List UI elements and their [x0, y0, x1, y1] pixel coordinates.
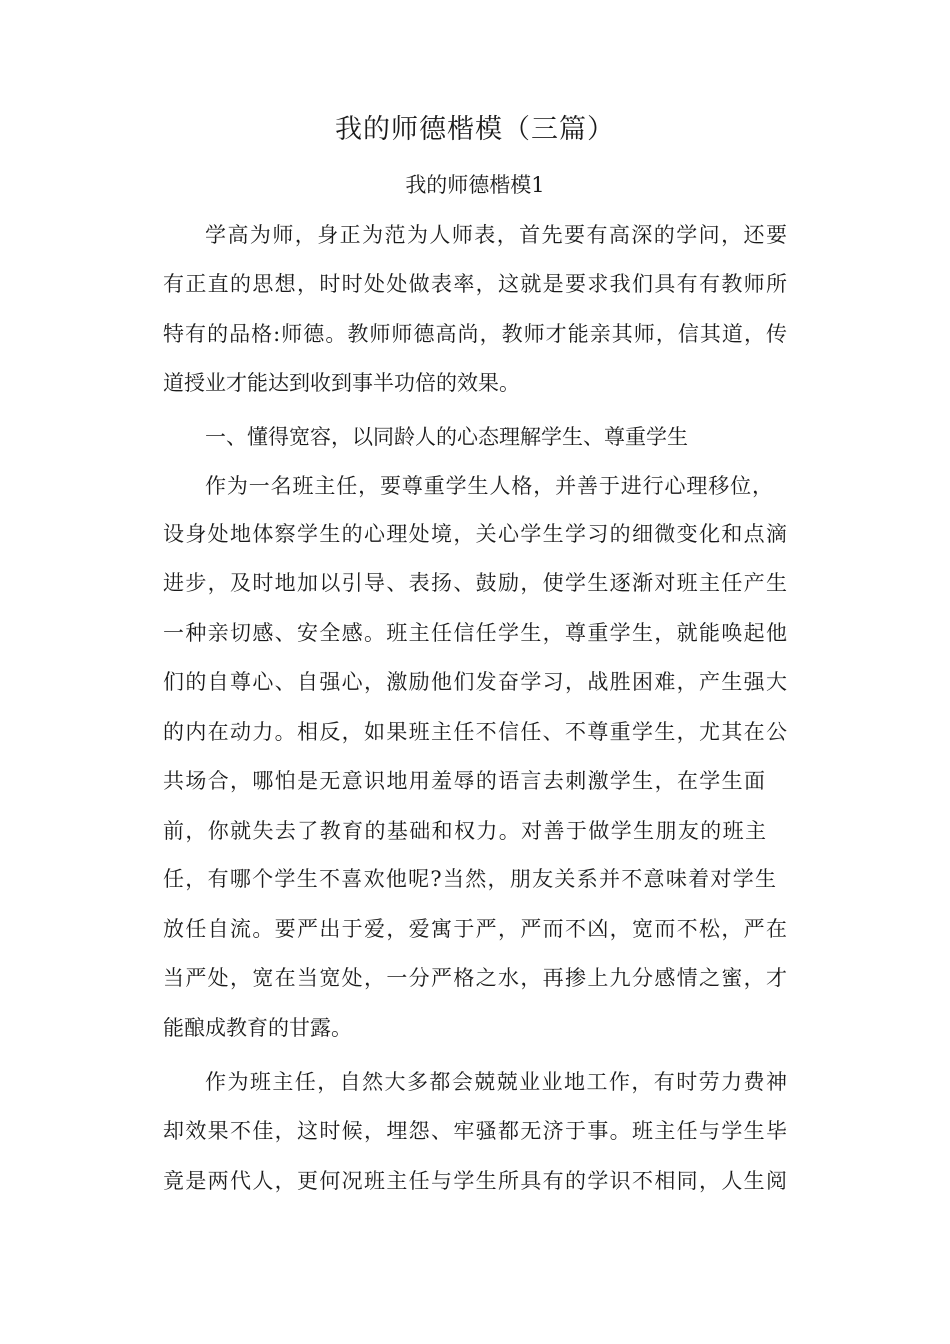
text-line: 进步，及时地加以引导、表扬、鼓励，使学生逐渐对班主任产生 [163, 571, 787, 595]
text-line: 共场合，哪怕是无意识地用羞辱的语言去刺激学生，在学生面 [163, 769, 765, 793]
text-line: 竟是两代人，更何况班主任与学生所具有的学识不相同，人生阅 [163, 1169, 787, 1193]
text-line: 任，有哪个学生不喜欢他呢?当然，朋友关系并不意味着对学生 [163, 867, 776, 891]
section-subtitle: 我的师德楷模1 [405, 173, 545, 197]
text-line: 当严处，宽在当宽处，一分严格之水，再掺上九分感情之蜜，才 [163, 966, 787, 990]
text-line: 放任自流。要严出于爱，爱寓于严，严而不凶，宽而不松，严在 [163, 917, 787, 941]
text-line: 却效果不佳，这时候，埋怨、牢骚都无济于事。班主任与学生毕 [163, 1119, 787, 1143]
text-line: 学高为师，身正为范为人师表，首先要有高深的学问，还要 [205, 223, 787, 247]
text-line: 有正直的思想，时时处处做表率，这就是要求我们具有有教师所 [163, 272, 787, 296]
text-line: 设身处地体察学生的心理处境，关心学生学习的细微变化和点滴 [163, 522, 787, 546]
section-heading: 一、懂得宽容，以同龄人的心态理解学生、尊重学生 [205, 425, 688, 449]
text-line: 特有的品格:师德。教师师德高尚，教师才能亲其师，信其道，传 [163, 322, 787, 346]
text-line: 们的自尊心、自强心，激励他们发奋学习，战胜困难，产生强大 [163, 670, 787, 694]
text-line: 道授业才能达到收到事半功倍的效果。 [163, 371, 520, 395]
text-line: 能酿成教育的甘露。 [163, 1016, 352, 1040]
text-line: 前，你就失去了教育的基础和权力。对善于做学生朋友的班主 [163, 819, 766, 843]
document-title: 我的师德楷模（三篇） [335, 114, 615, 145]
text-line: 一种亲切感、安全感。班主任信任学生，尊重学生，就能唤起他 [163, 621, 787, 645]
text-line: 作为一名班主任，要尊重学生人格，并善于进行心理移位， [205, 474, 773, 498]
text-line: 的内在动力。相反，如果班主任不信任、不尊重学生，尤其在公 [163, 720, 787, 744]
text-line: 作为班主任，自然大多都会兢兢业业地工作，有时劳力费神 [205, 1070, 787, 1094]
